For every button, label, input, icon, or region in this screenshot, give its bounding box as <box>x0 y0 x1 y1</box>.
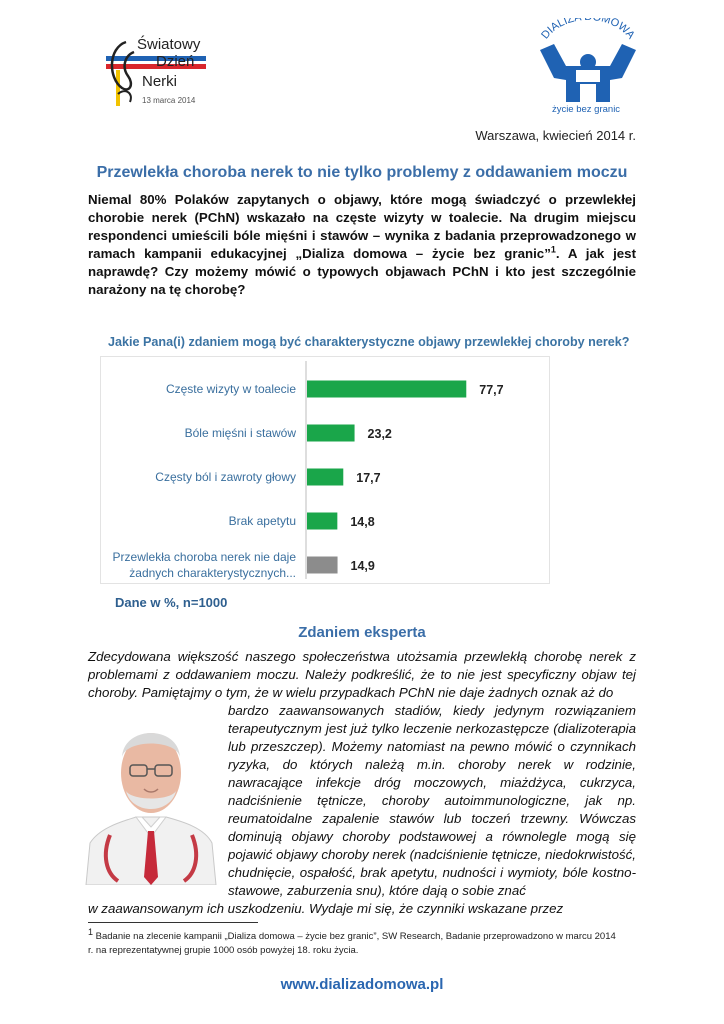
world-kidney-day-logo <box>100 30 220 112</box>
chart-bar <box>307 381 466 398</box>
logo-left-line2: Dzień <box>156 53 195 70</box>
chart-category-label: Brak apetytu <box>228 514 296 528</box>
footnote-divider <box>88 922 258 923</box>
expert-paragraph-right: bardzo zaawansowanych stadiów, kiedy jedynym rozwiązaniem terapeutycznym jest już tylko leczenie nerkozastępcze (dializoterapia lub przeszczep). Możemy natomiast na pewno mówić o czynnikach ryzyka, do których należą m.in. choroby nerek w rodzinie, nawracające infekcje dróg moczowych, miażdżyca, cukrzyca, nadciśnienie tętnicze, choroby autoimmunologiczne, jak np. reumatoidalne zapalenie stawów lub toczeń trzewny. Wówczas dominują objawy choroby podstawowej a równolegle mogą się pojawić objawy choroby nerek (nadciśnienie tętnicze, niedokrwistość, chudnięcie, ospałość, brak apetytu, nudności i wymioty, bóle kostno-stawowe, zaburzenia snu), które dają o sobie znać <box>228 703 636 898</box>
logo-yellow-stripe <box>116 70 120 106</box>
chart-title: Jakie Pana(i) zdaniem mogą być charakterystyczne objawy przewlekłej choroby nerek? <box>108 335 630 349</box>
chart-value-label: 14,8 <box>350 515 375 529</box>
section-heading-expert: Zdaniem eksperta <box>298 624 426 641</box>
logo-left-line1: Światowy <box>137 36 201 53</box>
intro-text-part2: . A jak jest naprawdę? Czy możemy mówić o typowych objawach PChN i kto jest szczególnie narażony na tę chorobę? <box>88 246 636 297</box>
person-icon <box>530 18 642 118</box>
chart-category-label: Częste wizyty w toalecie <box>165 382 296 396</box>
chart-bar <box>307 469 343 486</box>
expert-paragraph-bottom: w zaawansowanym ich uszkodzeniu. Wydaje mi się, że czynniki wskazane przez <box>88 901 564 916</box>
logo-arc-text: DIALIZ MOWA <box>539 18 637 42</box>
chart-bar <box>307 513 337 530</box>
chart-frame <box>100 356 550 584</box>
doctor-portrait <box>80 705 222 885</box>
chart-value-label: 23,2 <box>367 427 392 441</box>
footnote-marker: 1 <box>88 926 94 937</box>
chart-value-label: 17,7 <box>356 471 381 485</box>
chart-note: Dane w %, n=1000 <box>115 595 228 610</box>
logo-body-cutout <box>576 70 600 82</box>
footnote-text: Badanie na zlecenie kampanii „Dializa domowa – życie bez granic”, SW Research, Badanie przeprowadzono w marcu 2014 r. na reprezentatywnej grupie 1000 osób powyżej 18. roku życia. <box>88 931 616 956</box>
intro-paragraph <box>88 191 636 299</box>
document-date: Warszawa, kwiecień 2014 r. <box>475 128 636 143</box>
chart-bar <box>307 425 355 442</box>
footnote-ref: 1 <box>550 244 556 255</box>
doctor-photo-icon <box>80 705 222 885</box>
chart-category-label: Przewlekła choroba nerek nie daje żadnych charakterystycznych... <box>112 550 296 580</box>
page-title: Przewlekła choroba nerek to nie tylko problemy z oddawaniem moczu <box>96 164 628 181</box>
bar-chart <box>101 357 549 583</box>
chart-value-label: 14,9 <box>350 559 375 573</box>
logo-right-tagline: życie bez granic <box>551 104 621 115</box>
chart-value-label: 77,7 <box>479 383 504 397</box>
logo-left-line3: Nerki <box>142 73 178 90</box>
intro-text-part1: Niemal 80% Polaków zapytanych o objawy, które mogą świadczyć o przewlekłej chorobie nerek (PChN) wskazało na częste wizyty w toalecie. Na drugim miejscu respondenci umieścili bóle mięśni i stawów – wynika z badania przeprowadzonego w ramach kampanii edukacyjnej „Dializa domowa – życie bez granic” <box>88 192 636 261</box>
logo-left-date: 13 marca 2014 <box>142 96 196 105</box>
footer-website-link[interactable]: www.dializadomowa.pl <box>280 976 444 993</box>
expert-paragraph-top: Zdecydowana większość naszego społeczeństwa utożsamia przewlekłą chorobę nerek z problemami z oddawaniem moczu. Należy podkreślić, że to nie jest specyficzny objaw tej choroby. Pamiętajmy o tym, że w wielu przypadkach PChN nie daje żadnych oznak aż do <box>88 649 636 700</box>
chart-bar <box>307 557 338 574</box>
chart-category-label: Częsty ból i zawroty głowy <box>155 470 296 484</box>
dializa-domowa-logo <box>530 18 642 118</box>
footnote <box>88 926 618 958</box>
chart-category-label: Bóle mięśni i stawów <box>184 426 296 440</box>
